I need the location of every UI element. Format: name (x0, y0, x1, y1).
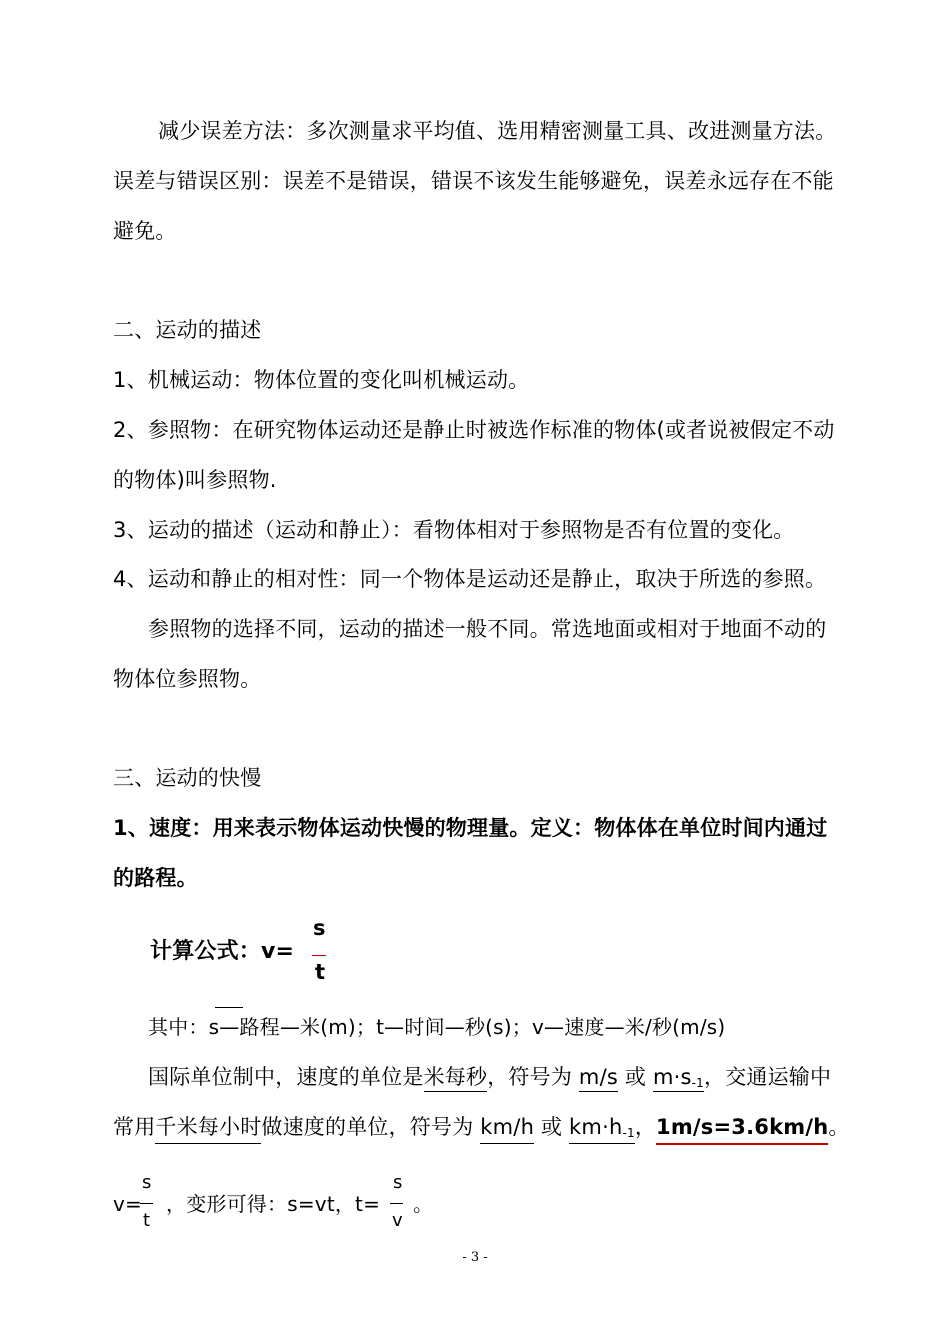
formula-t-bar (390, 1203, 403, 1204)
formula-v-num: s (142, 1172, 152, 1193)
unit-text-1: 国际单位制中，速度的单位是 (148, 1065, 424, 1089)
unit-symbol-kmh-1 (569, 1115, 635, 1144)
item-relativity: 4、运动和静止的相对性：同一个物体是运动还是静止，取决于所选的参照。 (113, 567, 827, 591)
paragraph-reference-choice-cont: 物体位参照物。 (113, 667, 262, 691)
unit-ms-exp: -1 (691, 1076, 704, 1090)
unit-symbol-ms-1 (653, 1065, 704, 1092)
formula-numerator: s (313, 916, 326, 940)
item-mechanical-motion: 1、机械运动：物体位置的变化叫机械运动。 (113, 368, 530, 392)
paragraph-error-vs-mistake-cont: 避免。 (113, 219, 177, 243)
unit-text-9: 。 (828, 1115, 850, 1139)
unit-line-si (148, 1062, 831, 1098)
section-heading-motion-description: 二、运动的描述 (113, 318, 262, 342)
page-number: - 3 - (462, 1250, 488, 1265)
formula-denominator: t (315, 960, 326, 984)
unit-kmh-base: km·h (569, 1115, 623, 1139)
unit-text-4: ，交通运输中 (704, 1065, 832, 1089)
where-prefix: 其中： (148, 1015, 209, 1039)
unit-kmh-exp: -1 (622, 1126, 635, 1140)
item-speed-definition: 1、速度：用来表示物体运动快慢的物理量。定义：物体体在单位时间内通过 (113, 816, 828, 840)
paragraph-error-reduction: 减少误差方法：多次测量求平均值、选用精密测量工具、改进测量方法。 (158, 119, 837, 143)
formula-t-den: v (392, 1210, 403, 1231)
unit-name-kmh: 千米每小时 (155, 1115, 261, 1144)
formula-v-bar (140, 1203, 153, 1204)
unit-symbol-mps: m/s (579, 1065, 618, 1092)
formula-t-num: s (393, 1172, 403, 1193)
unit-text-6: 做速度的单位，符号为 (261, 1115, 481, 1139)
unit-ms-base: m·s (652, 1065, 692, 1089)
unit-text-8: ， (634, 1115, 657, 1139)
item-speed-definition-cont: 的路程。 (113, 866, 198, 890)
where-s: s (208, 1015, 220, 1039)
formula-fraction-bar (312, 955, 326, 956)
item-reference-object-cont: 的物体)叫参照物. (113, 468, 277, 492)
paragraph-error-vs-mistake: 误差与错误区别：误差不是错误，错误不该发生能够避免，误差永远存在不能 (113, 169, 834, 193)
section-heading-speed: 三、运动的快慢 (113, 766, 262, 790)
unit-name-mps: 米每秒 (424, 1065, 488, 1092)
item-reference-object: 2、参照物：在研究物体运动还是静止时被选作标准的物体(或者说被假定不动 (113, 418, 835, 442)
paragraph-reference-choice: 参照物的选择不同，运动的描述一般不同。常选地面或相对于地面不动的 (148, 617, 827, 641)
unit-conversion: 1m/s=3.6km/h (656, 1115, 828, 1145)
formula-label: 计算公式：v= (150, 939, 295, 964)
item-motion-description: 3、运动的描述（运动和静止）：看物体相对于参照物是否有位置的变化。 (113, 518, 795, 542)
unit-line-traffic (113, 1112, 850, 1148)
unit-text-7: 或 (534, 1115, 570, 1139)
formula-variables (148, 1012, 725, 1042)
formula-end: 。 (413, 1192, 434, 1216)
formula-derived: ，变形可得：s=vt，t= (166, 1192, 381, 1216)
where-rest: —路程—米(m)；t—时间—秒(s)；v—速度—米/秒(m/s) (219, 1015, 726, 1039)
formula-v-den: t (143, 1210, 151, 1231)
unit-text-3: 或 (617, 1065, 653, 1089)
formula-v-label: v= (113, 1192, 142, 1216)
unit-text-5: 常用 (113, 1115, 156, 1139)
overline-s (215, 1007, 243, 1008)
unit-symbol-kmh: km/h (480, 1115, 534, 1144)
unit-text-2: ，符号为 (487, 1065, 579, 1089)
